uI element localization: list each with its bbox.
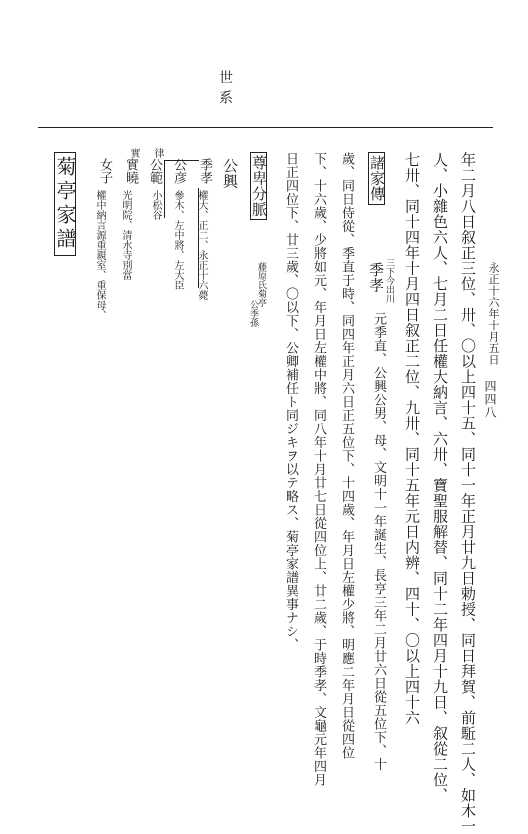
doc-title: 菊亭家譜 <box>54 152 76 256</box>
source-note-sonpi: 藤原氏菊亭 <box>256 262 266 307</box>
header-rule <box>38 127 493 128</box>
source-title-shoka: 諸家傳 <box>368 152 385 205</box>
source-note-shoka: 三下今出川 <box>384 258 394 303</box>
text-column-6: 下、十六歲、少將如元、年月日左權中將、同八年十月廿七日從四位上、廿二歲、于時季孝、文龜元年四月 <box>311 152 326 787</box>
text-column-4: 元季直、公興公男、母、文明十一年誕生、長亨三年二月廿六日從五位下、十 <box>371 312 386 771</box>
page-number: 四四八 <box>483 380 497 419</box>
gen-suetaka: 季孝 <box>197 158 212 184</box>
name-suetaka: 季孝 <box>367 262 385 293</box>
gen-suetaka-note: 權大、正二、永正十六薨 <box>196 190 207 300</box>
name-kinoki: 公興 <box>221 158 239 189</box>
text-column-1: 年二月八日叙正三位、卅、〇以上四十五、同十一年正月廿九日勅授、同日拜賀、前駈二人、如木一 <box>459 152 477 834</box>
gen-kinhiko-note: 參木、左中將、左大臣 <box>172 190 183 290</box>
text-column-3: 七卅、同十四年十月四日叙正二位、九卅、同十五年元日内辨、四十、〇以上四十六 <box>403 152 421 726</box>
gen-kinhiko: 公彦 <box>171 158 186 184</box>
tree-line-inner <box>164 160 165 218</box>
gen-jitsugyo: 實曉 <box>123 158 138 184</box>
gen-joshi-note: 權中納言源重親室、重保母、 <box>94 190 105 320</box>
running-head: 世系 <box>217 70 233 110</box>
gen-kinnori: 公範 <box>147 158 162 184</box>
gen-jitsugyo-note: 光明院、清水寺別當 <box>120 190 131 280</box>
gen-joshi: 女子 <box>97 158 112 184</box>
date-line: 永正十六年十月五日 <box>487 262 500 366</box>
text-column-5: 歲、同日侍從、季直于時、同四年正月六日正五位下、十四歲、年月日左權少將、明應二年月日從四位 <box>339 152 354 760</box>
source-note-kosuesun: 公季孫 <box>248 300 258 327</box>
gen-kinnori-mark: 律 <box>152 148 163 158</box>
gen-jitsugyo-mark: 實 <box>128 148 139 158</box>
text-column-2: 人、小雜色六人、七月二日任權大納言、六卅、寶聖服解替、同十二年四月十九日、叙從二位、 <box>431 152 449 803</box>
text-column-7: 日正四位下、廿三歲、〇以下、公卿補任ト同ジキヲ以テ略ス、菊亭家譜異事ナシ、 <box>283 152 298 652</box>
gen-kinnori-note: 小松谷 <box>150 190 161 220</box>
source-title-sonpi: 尊卑分脈 <box>250 152 267 220</box>
